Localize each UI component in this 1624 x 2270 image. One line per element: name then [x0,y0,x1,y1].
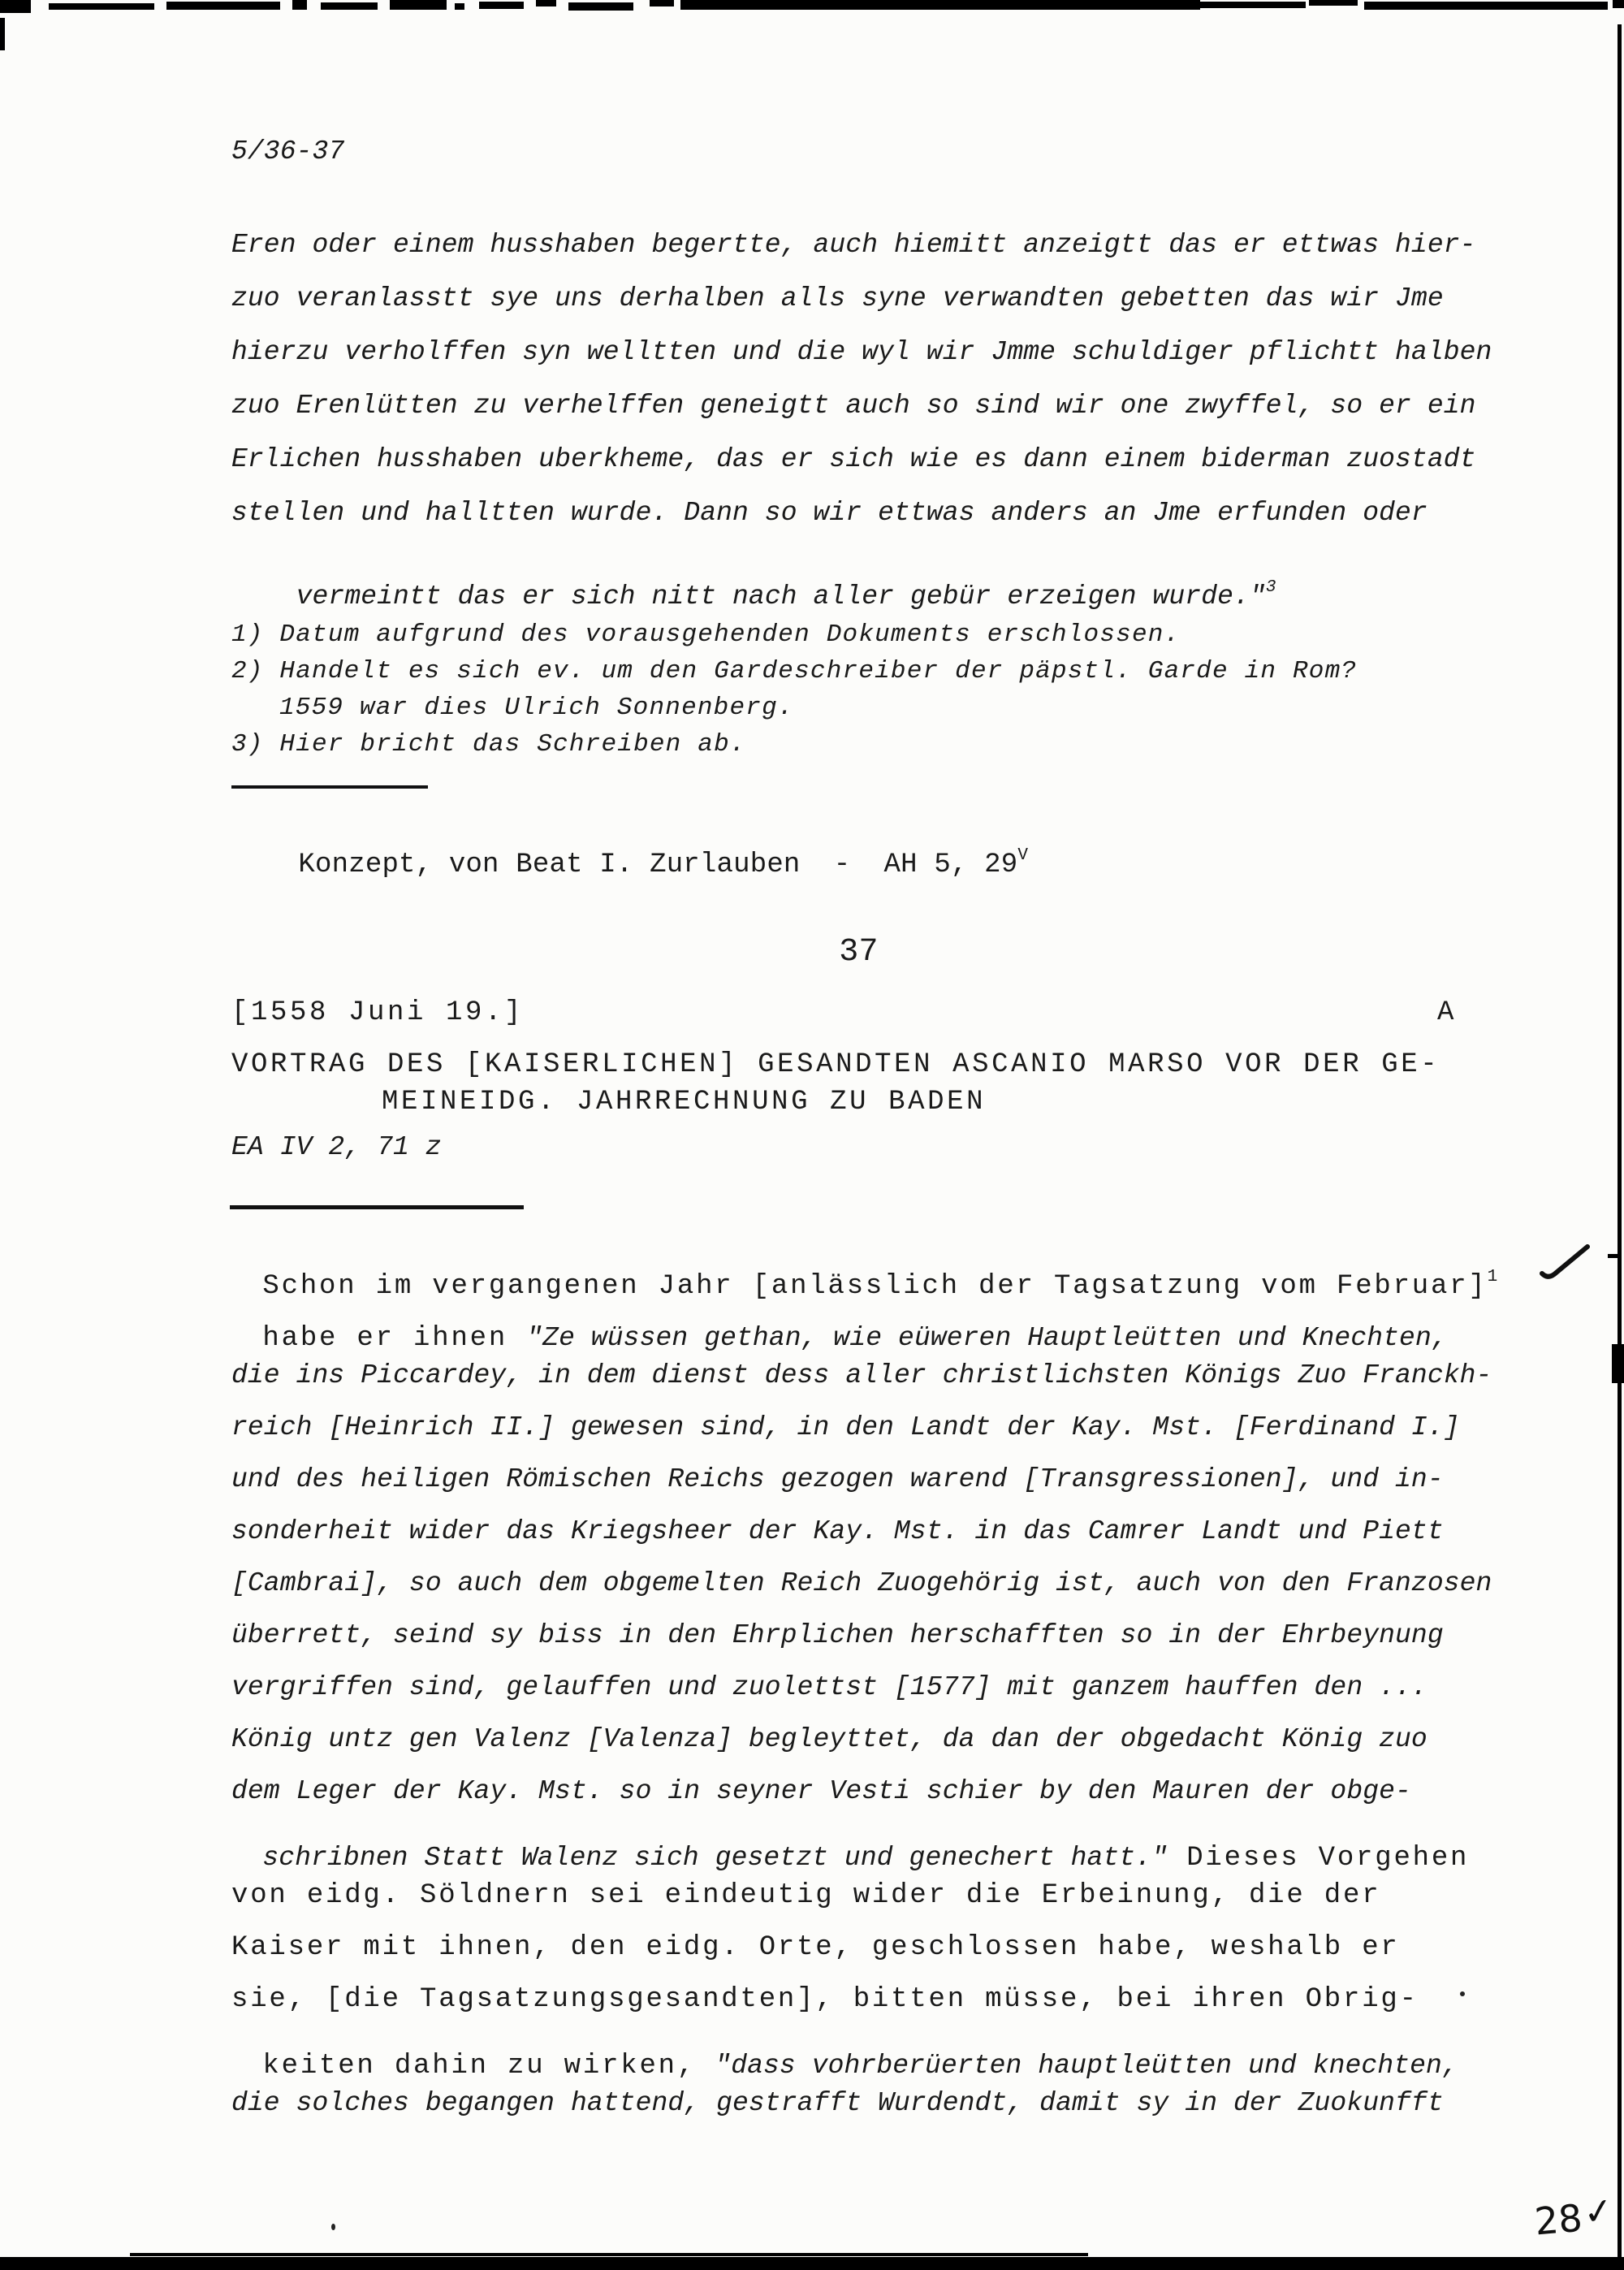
body-line: die solches begangen hattend, gestrafft Wurdendt, damit sy in der Zuokunfft [231,2088,1444,2118]
body-line: vergriffen sind, gelauffen und zuolettst [1577] mit ganzem hauffen den ... [231,1672,1427,1702]
body-text: Dieses Vorgehen [1168,1843,1470,1874]
footnote-reference-1: 1 [1487,1268,1498,1286]
folio-superscript: V [1017,846,1028,865]
body-line: überrett, seind sy biss in den Ehrplichen herschafften so in der Ehrbeynung [231,1620,1444,1650]
footnote-2: 2) Handelt es sich ev. um den Gardeschreiber der päpstl. Garde in Rom? [231,657,1358,685]
quote-paragraph-text: vermeintt das er sich nitt nach aller gebür erzeigen wurde." [296,582,1266,612]
entry-date: [1558 Juni 19.] [231,997,525,1028]
body-line: dem Leger der Kay. Mst. so in seyner Vesti schier by den Mauren der obge- [231,1776,1411,1806]
footnote-3: 3) Hier bricht das Schreiben ab. [231,730,746,759]
entry-number: 37 [839,934,879,971]
scan-edge-right-tick [1608,1254,1618,1258]
quote-paragraph-line: zuo Erenlütten zu verhelffen geneigtt auch so sind wir one zwyffel, so er ein [231,391,1476,421]
quoted-text: "Ze wüssen gethan, wie eüweren Hauptleütten und Knechten, [526,1323,1448,1353]
quote-paragraph-line: Erlichen husshaben uberkheme, das er sich wie es dann einem biderman zuostadt [231,444,1476,474]
scan-edge-top [0,0,31,13]
footnote-reference-3: 3 [1265,578,1276,597]
handwritten-check-mark: ✓ [1580,2189,1617,2235]
scan-edge-top [455,3,464,10]
source-text: Konzept, von Beat I. Zurlauben - AH 5, 29 [298,850,1018,880]
entry-title-line2: MEINEIDG. JAHRRECHNUNG ZU BADEN [382,1087,987,1118]
handwritten-page-number: 28 [1532,2195,1584,2244]
scan-edge-top [321,2,378,10]
body-line: und des heiligen Römischen Reichs gezogen warend [Transgressionen], und in- [231,1464,1444,1494]
source-line [231,819,1028,911]
body-line: von eidg. Söldnern sei eindeutig wider die Erbeinung, die der [231,1880,1381,1911]
body-line [231,1828,1469,1888]
scan-edge-right [1618,24,1622,2258]
archive-reference: 5/36-37 [231,136,345,166]
body-line: die ins Piccardey, in dem dienst dess aller christlichsten Königs Zuo Franckh- [231,1360,1492,1390]
scan-edge-top [568,2,633,11]
footnote-2-continued: 1559 war dies Ulrich Sonnenberg. [279,694,794,722]
body-rule [230,1205,524,1209]
footnote-1: 1) Datum aufgrund des vorausgehenden Dokuments erschlossen. [231,620,1181,649]
body-line: Kaiser mit ihnen, den eidg. Orte, geschlossen habe, weshalb er [231,1932,1400,1963]
body-line: reich [Heinrich II.] gewesen sind, in den Landt der Kay. Mst. [Ferdinand I.] [231,1412,1460,1442]
entry-source: EA IV 2, 71 z [231,1132,442,1162]
scan-edge-top [390,0,447,10]
scan-edge-right-blob [1612,1344,1624,1383]
scan-edge-top [1200,2,1306,8]
body-text: habe er ihnen [262,1323,527,1354]
body-line [231,1308,1448,1368]
scan-edge-top [1309,0,1358,6]
scan-speck [331,2224,335,2230]
body-line [231,1256,1497,1317]
body-line [231,2036,1458,2096]
quote-paragraph-line: stellen und halltten wurde. Dann so wir ettwas anders an Jme erfunden oder [231,498,1427,528]
scan-edge-bottom [0,2257,1624,2270]
body-line: sonderheit wider das Kriegsheer der Kay. Mst. in das Camrer Landt und Piett [231,1516,1444,1546]
body-line: König untz gen Valenz [Valenza] begleyttet, da dan der obgedacht König zuo [231,1724,1427,1754]
body-text: keiten dahin zu wirken, [262,2051,715,2082]
body-line: [Cambrai], so auch dem obgemelten Reich Zuogehörig ist, auch von den Franzosen [231,1568,1492,1598]
scan-edge-top [680,0,1200,10]
entry-letter: A [1437,997,1454,1028]
scan-edge-top [650,0,674,6]
scan-edge-top [536,0,556,6]
handwritten-margin-mark-icon [1537,1239,1594,1285]
quote-paragraph-line: hierzu verholffen syn welltten und die wyl wir Jmme schuldiger pflichtt halben [231,337,1492,367]
scan-edge-left [0,18,5,50]
scan-edge-top [1364,2,1608,10]
scan-edge-top [1613,0,1624,8]
scan-edge-top [166,2,280,10]
quoted-text: schribnen Statt Walenz sich gesetzt und genechert hatt." [262,1843,1168,1873]
quote-paragraph-line: Eren oder einem husshaben begertte, auch hiemitt anzeigtt das er ettwas hier- [231,230,1476,260]
body-text: Schon im vergangenen Jahr [anlässlich der Tagsatzung vom Februar] [262,1271,1488,1302]
quote-paragraph-line: zuo veranlasstt sye uns derhalben alls syne verwandten gebetten das wir Jme [231,283,1444,313]
scan-edge-top [479,2,524,9]
scan-speck [1460,1991,1465,1996]
entry-title-line1: VORTRAG DES [KAISERLICHEN] GESANDTEN ASCANIO MARSO VOR DER GE- [231,1049,1440,1080]
scan-edge-top [49,3,154,10]
body-line: sie, [die Tagsatzungsgesandten], bitten müsse, bei ihren Obrig- [231,1984,1419,2015]
quoted-text: "dass vohrberüerten hauptleütten und knechten, [715,2051,1458,2081]
scan-edge-bottom [130,2253,1088,2256]
scan-edge-top [292,0,307,10]
separator-rule [231,785,428,789]
